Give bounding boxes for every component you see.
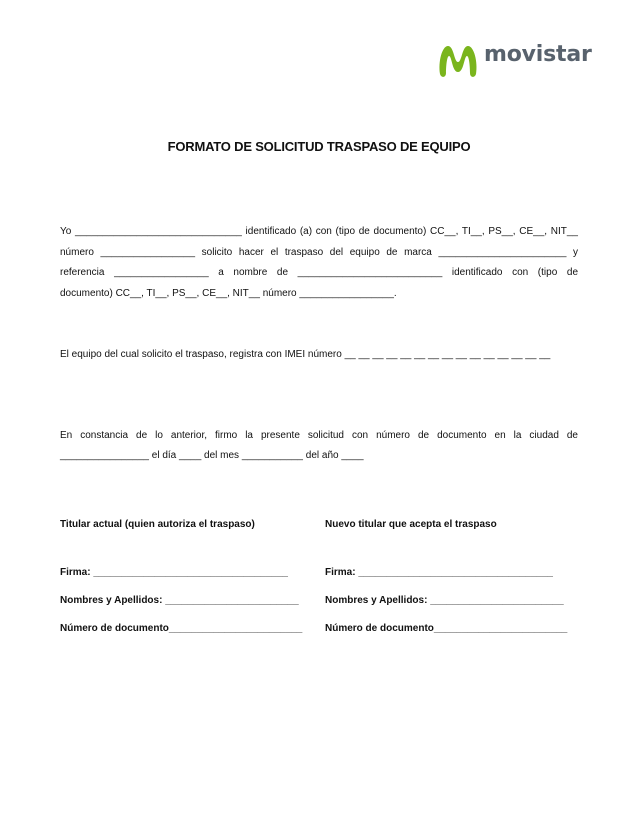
current-holder-heading: Titular actual (quien autoriza el traspaso): [60, 519, 255, 530]
paragraph-line: El equipo del cual solicito el traspaso, registra con IMEI número __ __ __ __ __ __ __ __ __ __ __ __ __ __ __: [60, 349, 551, 360]
paragraph-line: número _________________ solicito hacer el traspaso del equipo de marca _______________________ y: [60, 246, 578, 258]
paragraph-line: ________________ el día ____ del mes ___________ del año ____: [60, 450, 364, 461]
paragraph-line: Yo ______________________________ identificado (a) con (tipo de documento) CC__, TI__, PS__, CE__, NIT__: [60, 226, 578, 237]
request-paragraph: [60, 222, 578, 304]
movistar-m-icon: [434, 36, 482, 80]
current-holder-document-line: Número de documento________________________: [60, 623, 303, 634]
new-holder-firma-line: Firma: ___________________________________: [325, 567, 553, 578]
consent-paragraph: [60, 426, 578, 466]
logo-text: movistar: [484, 42, 592, 67]
paragraph-line: En constancia de lo anterior, firmo la presente solicitud con número de documento en la ciudad de: [60, 430, 578, 441]
current-holder-firma-line: Firma: ___________________________________: [60, 567, 288, 578]
new-holder-document-line: Número de documento________________________: [325, 623, 568, 634]
document-title: FORMATO DE SOLICITUD TRASPASO DE EQUIPO: [167, 139, 471, 154]
new-holder-names-line: Nombres y Apellidos: ________________________: [325, 595, 564, 606]
new-holder-heading: Nuevo titular que acepta el traspaso: [325, 519, 497, 530]
current-holder-names-line: Nombres y Apellidos: ________________________: [60, 595, 299, 606]
movistar-logo: [434, 36, 592, 80]
imei-paragraph: [60, 345, 578, 365]
paragraph-line: documento) CC__, TI__, PS__, CE__, NIT__ número _________________.: [60, 287, 397, 299]
paragraph-line: referencia _________________ a nombre de __________________________ identificado con (tipo de: [60, 267, 578, 278]
